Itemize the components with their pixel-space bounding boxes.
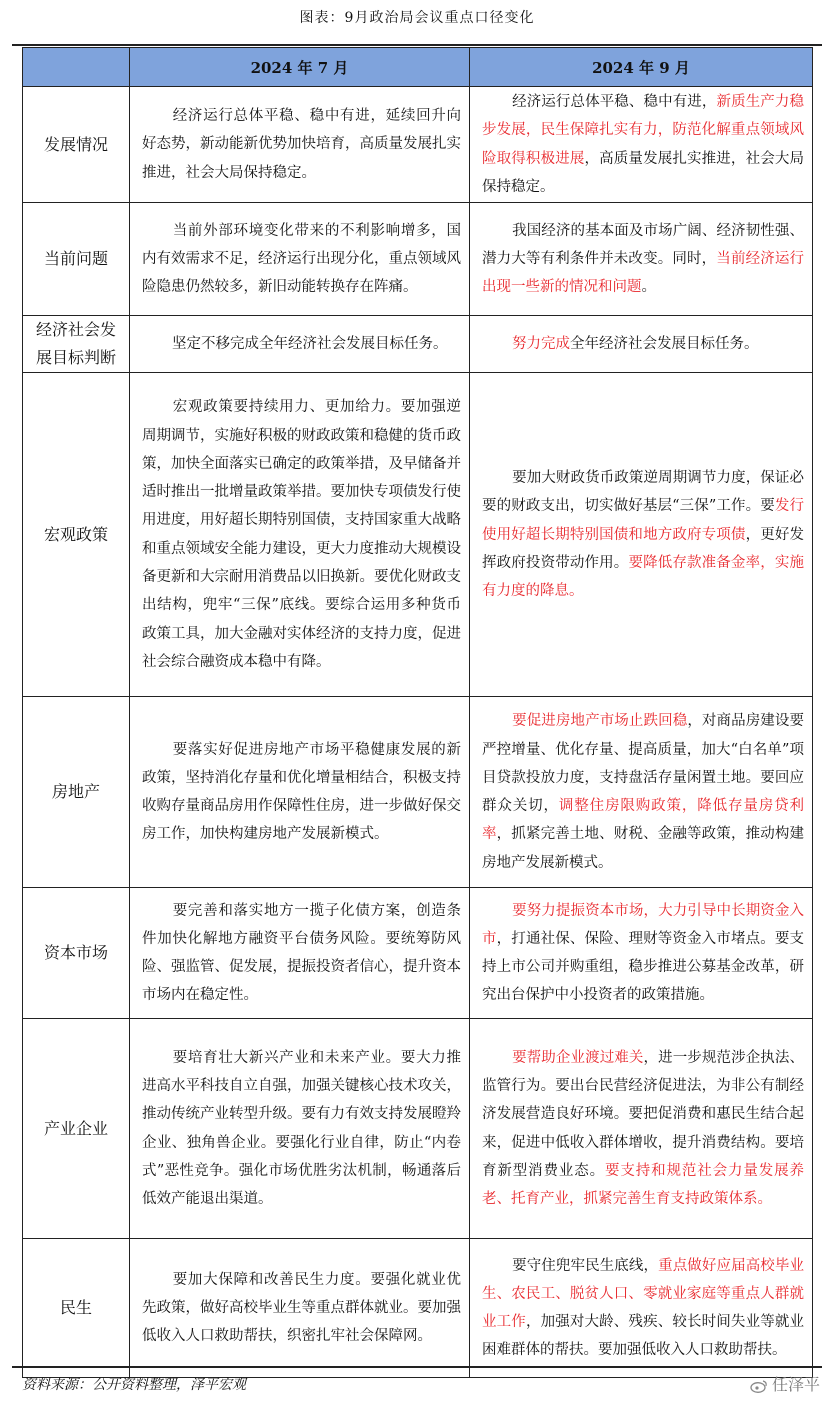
body-text: 要培育壮大新兴产业和未来产业。要大力推进高水平科技自立自强，加强关键核心技术攻关，推动传统产业转型升级。要有力有效支持发展瞪羚企业、独角兽企业。要强化行业自律，防止“内卷式”恶性竞争。强化市场优胜劣汰机制，畅通落后低效产能退出渠道。 bbox=[142, 1049, 461, 1208]
body-text: ，更好发挥政府投资带动作用。 bbox=[482, 526, 805, 571]
september-text-cell bbox=[470, 373, 813, 697]
body-text: 坚定不移完成全年经济社会发展目标任务。 bbox=[172, 336, 448, 353]
row-category: 资本市场 bbox=[23, 888, 130, 1019]
highlighted-text: 发行使用好超长期特别国债和地方政府专项债 bbox=[482, 498, 804, 543]
highlighted-text: 努力完成 bbox=[512, 336, 570, 353]
september-text-cell bbox=[470, 316, 813, 373]
july-text-cell bbox=[130, 888, 470, 1019]
body-text: 要加大财政货币政策逆周期调节力度，保证必要的财政支出，切实做好基层“三保”工作。要 bbox=[482, 469, 804, 515]
body-text: 要完善和落实地方一揽子化债方案，创造条件加快化解地方融资平台债务风险。要统筹防风险、强监管、促发展，提振投资者信心，提升资本市场内在稳定性。 bbox=[142, 902, 461, 1004]
body-text: ，抓紧完善土地、财税、金融等政策，推动构建房地产发展新模式。 bbox=[482, 826, 805, 871]
body-text: 我国经济的基本面及市场广阔、经济韧性强、潜力大等有利条件并未改变。同时， bbox=[482, 222, 804, 268]
highlighted-text: 调整住房限购政策，降低存量房贷利率 bbox=[482, 798, 804, 843]
body-text: 要落实好促进房地产市场平稳健康发展的新政策，坚持消化存量和优化增量相结合，积极支持收购存量商品房用作保障性住房，进一步做好保交房工作，加快构建房地产发展新模式。 bbox=[142, 741, 461, 843]
july-text-cell bbox=[130, 1239, 470, 1378]
top-rule bbox=[12, 44, 822, 46]
body-text: 经济运行总体平稳、稳中有进， bbox=[512, 94, 717, 110]
table-row bbox=[23, 888, 813, 1019]
september-text-cell bbox=[470, 1019, 813, 1239]
table-row bbox=[23, 697, 813, 888]
body-text: ，进一步规范涉企执法、监管行为。要出台民营经济促进法，为非公有制经济发展营造良好环境。要把促消费和惠民生结合起来，促进中低收入群体增收，提升消费结构。要培育新型消费业态。 bbox=[482, 1049, 804, 1179]
comparison-table bbox=[22, 47, 813, 1378]
highlighted-text: 重点做好应届高校毕业生、农民工、脱贫人口、零就业家庭等重点人群就业工作 bbox=[482, 1257, 805, 1331]
header-blank bbox=[23, 48, 130, 87]
body-text: ，打通社保、保险、理财等资金入市堵点。要支持上市公司并购重组，稳步推进公募基金改革，研究出台保护中小投资者的政策措施。 bbox=[482, 930, 805, 1004]
header-row bbox=[23, 48, 813, 87]
highlighted-text: 要努力提振资本市场，大力引导中长期资金入市 bbox=[482, 902, 804, 947]
table-row bbox=[23, 1239, 813, 1378]
highlighted-text: 当前经济运行出现一些新的情况和问题 bbox=[482, 251, 805, 296]
row-category: 产业企业 bbox=[23, 1019, 130, 1239]
july-text-cell bbox=[130, 1019, 470, 1239]
september-text-cell bbox=[470, 87, 813, 203]
row-category: 当前问题 bbox=[23, 203, 130, 316]
september-text-cell bbox=[470, 1239, 813, 1378]
table-row bbox=[23, 203, 813, 316]
september-text-cell bbox=[470, 203, 813, 316]
body-text: 当前外部环境变化带来的不利影响增多，国内有效需求不足，经济运行出现分化，重点领域风险隐患仍然较多，新旧动能转换存在阵痛。 bbox=[142, 222, 461, 296]
table-body bbox=[23, 87, 813, 1378]
body-text: 全年经济社会发展目标任务。 bbox=[570, 336, 759, 353]
table-row bbox=[23, 316, 813, 373]
highlighted-text: 要促进房地产市场止跌回稳 bbox=[512, 713, 688, 730]
header-september: 2024 年 9 月 bbox=[470, 48, 813, 87]
row-category: 宏观政策 bbox=[23, 373, 130, 697]
body-text: ，加强对大龄、残疾、较长时间失业等就业困难群体的帮扶。要加强低收入人口救助帮扶。 bbox=[482, 1314, 805, 1359]
header-july: 2024 年 7 月 bbox=[130, 48, 470, 87]
bottom-rule bbox=[12, 1366, 822, 1368]
row-category: 民生 bbox=[23, 1239, 130, 1378]
highlighted-text: 新质生产力稳步发展，民生保障扎实有力，防范化解重点领域风险取得积极进展 bbox=[482, 94, 804, 167]
body-text: 要守住兜牢民生底线， bbox=[512, 1257, 659, 1274]
table-row bbox=[23, 373, 813, 697]
row-category: 房地产 bbox=[23, 697, 130, 888]
body-text: 。 bbox=[641, 279, 656, 296]
body-text: 宏观政策要持续用力、更加给力。要加强逆周期调节，实施好积极的财政政策和稳健的货币政策，加快全面落实已确定的政策举措，及早储备并适时推出一批增量政策举措。要加快专项债发行使用进度，用好超长期特别国债，支持国家重大战略和重点领域安全能力建设，更大力度推动大规模设备更新和大宗耐用消费品以旧换新。要优化财政支出结构，兜牢“三保”底线。要综合运用多种货币政策工具，加大金融对实体经济的支持力度，促进社会综合融资成本稳中有降。 bbox=[142, 399, 461, 670]
highlighted-text: 要支持和规范社会力量发展养老、托育产业，抓紧完善生育支持政策体系。 bbox=[482, 1162, 804, 1208]
july-text-cell bbox=[130, 87, 470, 203]
row-category: 经济社会发展目标判断 bbox=[23, 316, 130, 373]
july-text-cell bbox=[130, 373, 470, 697]
watermark bbox=[750, 1372, 820, 1398]
september-text-cell bbox=[470, 888, 813, 1019]
body-text: 要加大保障和改善民生力度。要强化就业优先政策，做好高校毕业生等重点群体就业。要加强低收入人口救助帮扶，织密扎牢社会保障网。 bbox=[142, 1271, 461, 1345]
july-text-cell bbox=[130, 316, 470, 373]
july-text-cell bbox=[130, 203, 470, 316]
watermark-text: 任泽平 bbox=[771, 1375, 820, 1394]
highlighted-text: 要降低存款准备金率，实施有力度的降息。 bbox=[482, 554, 805, 600]
july-text-cell bbox=[130, 697, 470, 888]
table-row bbox=[23, 87, 813, 203]
figure-title: 图表：9月政治局会议重点口径变化 bbox=[299, 10, 535, 26]
weibo-icon bbox=[750, 1379, 768, 1393]
table-row bbox=[23, 1019, 813, 1239]
body-text: 经济运行总体平稳、稳中有进，延续回升向好态势，新动能新优势加快培育，高质量发展扎实推进，社会大局保持稳定。 bbox=[142, 108, 461, 181]
body-text: ，对商品房建设要严控增量、优化存量、提高质量，加大“白名单”项目贷款投放力度，支持盘活存量闲置土地。要回应群众关切， bbox=[482, 713, 805, 815]
september-text-cell bbox=[470, 697, 813, 888]
row-category: 发展情况 bbox=[23, 87, 130, 203]
source-note: 资料来源：公开资料整理，泽平宏观 bbox=[22, 1377, 246, 1393]
body-text: ，高质量发展扎实推进，社会大局保持稳定。 bbox=[482, 150, 804, 195]
highlighted-text: 要帮助企业渡过难关 bbox=[512, 1049, 644, 1066]
